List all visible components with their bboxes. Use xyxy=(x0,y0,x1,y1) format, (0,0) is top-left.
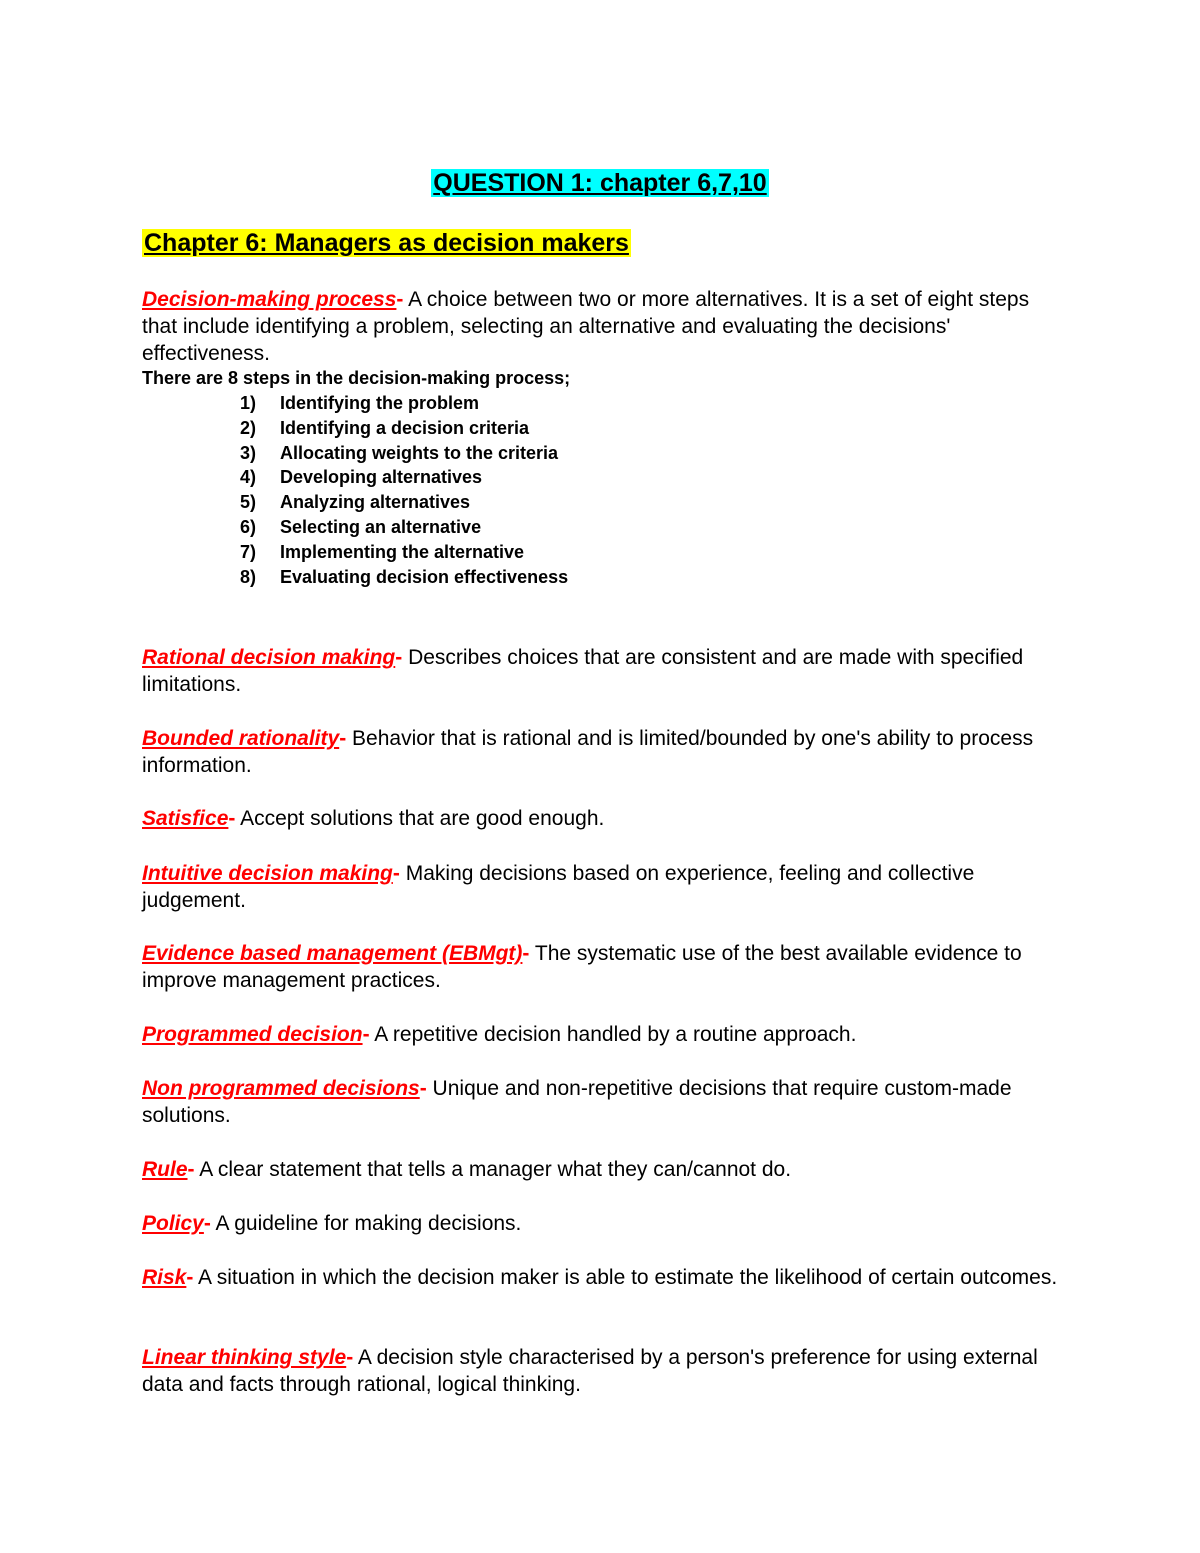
definition-text: A guideline for making decisions. xyxy=(210,1212,522,1235)
step-text: Developing alternatives xyxy=(280,467,483,488)
definition-linear-thinking-style xyxy=(142,1344,1067,1398)
definition-term: Rule xyxy=(142,1158,188,1181)
step-number: 7) xyxy=(239,541,256,562)
definition-term: Programmed decision xyxy=(142,1023,363,1046)
definition-rule xyxy=(142,1156,1067,1183)
definition-term: Decision-making process xyxy=(142,288,397,311)
definition-dash: - xyxy=(186,1266,194,1289)
definition-evidence-based-management xyxy=(142,940,1067,994)
chapter-heading-text: Chapter 6: Managers as decision makers xyxy=(144,229,629,257)
step-item xyxy=(200,443,568,468)
step-number: 3) xyxy=(239,442,256,463)
step-text: Allocating weights to the criteria xyxy=(280,442,559,463)
definition-dash: - xyxy=(522,942,530,965)
definition-text: Accept solutions that are good enough. xyxy=(235,807,605,830)
step-number: 8) xyxy=(239,566,256,587)
definition-dash: - xyxy=(339,727,347,750)
definition-term: Intuitive decision making xyxy=(142,862,393,885)
steps-heading: There are 8 steps in the decision-making process; xyxy=(142,368,571,388)
step-number: 5) xyxy=(239,492,256,513)
definition-dash: - xyxy=(396,288,404,311)
definition-term: Non programmed decisions xyxy=(142,1077,420,1100)
step-number: 4) xyxy=(239,467,256,488)
definition-term: Policy xyxy=(142,1212,204,1235)
step-text: Selecting an alternative xyxy=(280,516,482,537)
definition-term: Bounded rationality xyxy=(142,727,340,750)
question-title xyxy=(0,169,1200,198)
definition-satisfice xyxy=(142,805,1067,832)
definition-text: A repetitive decision handled by a routine approach. xyxy=(369,1023,857,1046)
definition-intuitive-decision-making xyxy=(142,860,1067,914)
definition-text: Making decisions based on experience, feeling and collective judgement. xyxy=(142,862,975,912)
definition-term: Evidence based management (EBMgt) xyxy=(142,942,523,965)
definition-risk xyxy=(142,1264,1067,1291)
definition-text: Unique and non-repetitive decisions that require custom-made solutions. xyxy=(142,1077,1012,1127)
definition-non-programmed-decisions xyxy=(142,1075,1067,1129)
definition-text: A clear statement that tells a manager what they can/cannot do. xyxy=(194,1158,792,1181)
definition-dash: - xyxy=(419,1077,427,1100)
definition-dash: - xyxy=(228,807,236,830)
definition-term: Linear thinking style xyxy=(142,1346,347,1369)
definition-dash: - xyxy=(392,862,400,885)
definition-text: The systematic use of the best available evidence to improve management practices. xyxy=(142,942,1022,992)
steps-list xyxy=(200,393,568,591)
step-text: Identifying the problem xyxy=(280,393,480,413)
question-title-text: QUESTION 1: chapter 6,7,10 xyxy=(433,169,767,197)
definition-programmed-decision xyxy=(142,1021,1067,1048)
definition-term: Satisfice xyxy=(142,807,229,830)
intro-definition xyxy=(142,286,1067,367)
step-text: Identifying a decision criteria xyxy=(280,417,530,438)
step-number: 6) xyxy=(239,516,256,537)
step-number: 2) xyxy=(239,417,256,438)
definition-term: Rational decision making xyxy=(142,646,396,669)
definition-text: Describes choices that are consistent and are made with specified limitations. xyxy=(142,646,1024,696)
definition-dash: - xyxy=(362,1023,370,1046)
definition-term: Risk xyxy=(142,1266,187,1289)
definition-text: Behavior that is rational and is limited/bounded by one's ability to process information. xyxy=(142,727,1034,777)
chapter-heading xyxy=(142,229,631,258)
step-item xyxy=(200,418,568,443)
step-item xyxy=(200,393,568,418)
step-item xyxy=(200,567,568,592)
step-item xyxy=(200,517,568,542)
definition-rational-decision-making xyxy=(142,644,1067,698)
definition-text: A choice between two or more alternatives. It is a set of eight steps that include identifying a problem, selecting an alternative and evaluating the decisions' effectiveness. xyxy=(142,288,1030,365)
step-item xyxy=(200,542,568,567)
definition-policy xyxy=(142,1210,1067,1237)
step-text: Analyzing alternatives xyxy=(280,492,471,513)
definition-dash: - xyxy=(395,646,403,669)
definition-text: A decision style characterised by a person's preference for using external data and facts through rational, logical thinking. xyxy=(142,1346,1038,1396)
step-text: Evaluating decision effectiveness xyxy=(280,566,569,587)
step-item xyxy=(200,492,568,517)
definition-text: A situation in which the decision maker is able to estimate the likelihood of certain outcomes. xyxy=(193,1266,1058,1289)
step-item xyxy=(200,467,568,492)
definition-dash: - xyxy=(187,1158,195,1181)
step-number: 1) xyxy=(239,393,256,413)
step-text: Implementing the alternative xyxy=(280,541,525,562)
definition-dash: - xyxy=(203,1212,211,1235)
definition-bounded-rationality xyxy=(142,725,1067,779)
definition-dash: - xyxy=(346,1346,354,1369)
